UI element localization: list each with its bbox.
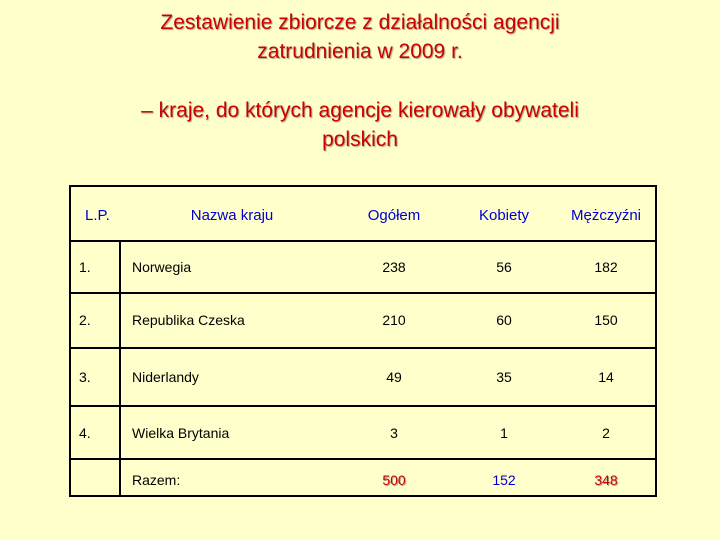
row-total: 210	[382, 312, 406, 328]
row-lp: 3.	[79, 369, 91, 385]
summary-women: 152	[492, 472, 516, 488]
row-country: Wielka Brytania	[132, 425, 230, 441]
header-country: Nazwa kraju	[190, 207, 274, 224]
subtitle-line-2: polskich	[322, 128, 398, 151]
row-total: 3	[390, 425, 398, 441]
row-country: Republika Czeska	[132, 312, 245, 328]
table-header-divider	[71, 240, 655, 242]
row-women: 56	[496, 259, 512, 275]
page-subtitle	[0, 96, 720, 154]
title-line-1: Zestawienie zbiorcze z działalności agencji	[160, 11, 560, 34]
row-total: 238	[382, 259, 406, 275]
title-line-2: zatrudnienia w 2009 r.	[257, 40, 463, 63]
header-men: Mężczyźni	[570, 207, 642, 224]
row-country: Norwegia	[132, 259, 192, 275]
summary-label: Razem:	[132, 472, 181, 488]
row-women: 1	[500, 425, 508, 441]
row-men: 14	[598, 369, 614, 385]
summary-men: 348	[594, 472, 618, 488]
header-lp: L.P.	[85, 207, 110, 224]
row-lp: 2.	[79, 312, 91, 328]
row-men: 2	[602, 425, 610, 441]
header-total: Ogółem	[367, 207, 421, 224]
row-men: 182	[594, 259, 618, 275]
data-table	[69, 185, 657, 497]
row-lp: 1.	[79, 259, 91, 275]
row-women: 35	[496, 369, 512, 385]
row-country: Niderlandy	[132, 369, 199, 385]
row-lp: 4.	[79, 425, 91, 441]
row-men: 150	[594, 312, 618, 328]
summary-total: 500	[382, 472, 406, 488]
table-row-divider	[71, 405, 655, 407]
header-women: Kobiety	[478, 207, 530, 224]
table-row-divider	[71, 292, 655, 294]
table-column-divider	[119, 240, 121, 495]
table-row-divider	[71, 347, 655, 349]
row-total: 49	[386, 369, 402, 385]
row-women: 60	[496, 312, 512, 328]
subtitle-line-1: – kraje, do których agencje kierowały obywateli	[141, 99, 579, 122]
table-row-divider	[71, 458, 655, 460]
page-title	[0, 8, 720, 66]
